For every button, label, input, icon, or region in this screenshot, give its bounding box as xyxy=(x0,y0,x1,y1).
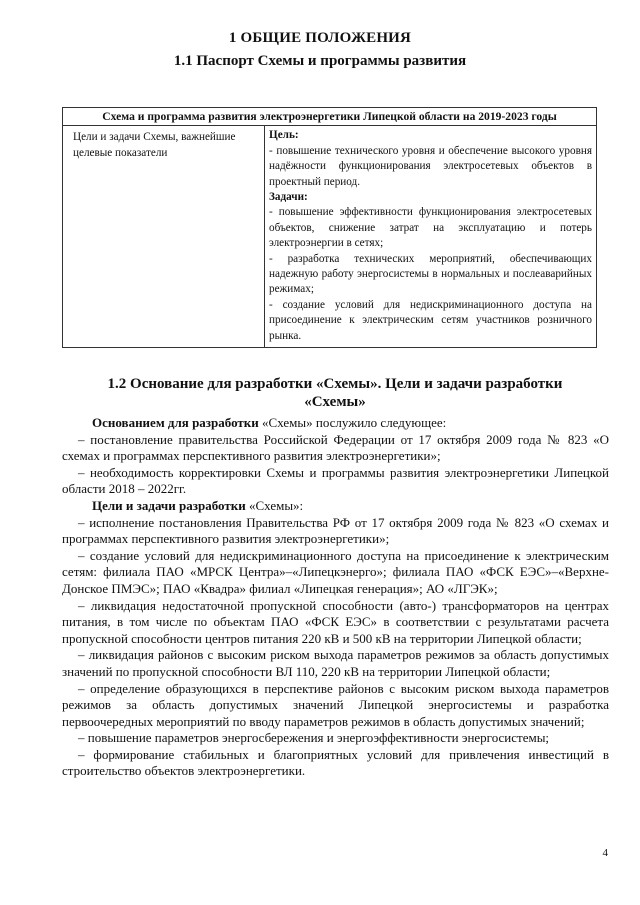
goals-label: Цели и задачи разработки xyxy=(92,497,246,513)
goal-item: – формирование стабильных и благоприятных условий для привлечения инвестиций в строительство объектов электроэнергетики. xyxy=(62,746,609,779)
basis-item: – необходимость корректировки Схемы и программы развития электроэнергетики Липецкой области 2018 – 2022гг. xyxy=(62,464,609,497)
section-heading: 1.1 Паспорт Схемы и программы развития xyxy=(173,53,467,69)
chapter-heading: 1 ОБЩИЕ ПОЛОЖЕНИЯ xyxy=(228,30,412,46)
goal-item: – исполнение постановления Правительства РФ от 17 октября 2009 года № 823 «О схемах и программах перспективного развития электроэнергетики»; xyxy=(62,514,609,547)
passport-right-cell xyxy=(265,126,597,348)
goal-item: – создание условий для недискриминационного доступа на присоединение к электрическим сетям: филиала ПАО «МРСК Центра»–«Липецкэнерго»; филиала ПАО «ФСК ЕЭС»–«Верхне-Донское ПМЭС»; ПАО «Квадра» филиал «Липецкая генерация»; АО «ЛГЭК»; xyxy=(62,547,609,596)
task-item: - разработка технических мероприятий, обеспечивающих надежную работу энергосистемы в нормальных и послеаварийных режимах; xyxy=(269,252,592,296)
page-number: 4 xyxy=(602,847,608,859)
passport-table-header-row xyxy=(63,108,597,126)
passport-left-cell: Цели и задачи Схемы, важнейшие целевые показатели xyxy=(63,126,265,348)
passport-table-row xyxy=(63,126,597,348)
goal-item: – определение образующихся в перспективе районов с высоким риском выхода параметров режимов за область допустимых значений Липецкой энергосистемы и разработка первоочередных мероприятий по вводу параметров режимов в область допустимых значений; xyxy=(62,680,609,729)
basis-rest: «Схемы» послужило следующее: xyxy=(258,415,447,430)
goal-label: Цель: xyxy=(269,129,299,142)
section-1-2-title: 1.2 Основание для разработки «Схемы». Цели и задачи разработки «Схемы» xyxy=(107,376,563,410)
basis-label: Основанием для разработки xyxy=(92,415,259,430)
goal-text: - повышение технического уровня и обеспечение высокого уровня надёжности функционирования электросетевых объектов в проектный период. xyxy=(269,144,592,188)
basis-paragraph xyxy=(62,415,609,432)
passport-table xyxy=(62,107,597,348)
task-item: - создание условий для недискриминационного доступа на присоединение к электрическим сетям участников розничного рынка. xyxy=(269,298,592,342)
task-item: - повышение эффективности функционирования электросетевых объектов, снижение затрат на эксплуатацию и потерь электроэнергии в сетях; xyxy=(269,206,592,250)
goal-item: – ликвидация районов с высоким риском выхода параметров режимов за область допустимых значений по пропускной способности ВЛ 110, 220 кВ на территории Липецкой области; xyxy=(62,647,609,679)
goals-paragraph xyxy=(62,498,609,515)
basis-item: – постановление правительства Российской Федерации от 17 октября 2009 года № 823 «О схемах и программах перспективного развития электроэнергетики»; xyxy=(62,431,609,464)
goal-item: – ликвидация недостаточной пропускной способности (авто-) трансформаторов на центрах питания, в том числе по объектам ПАО «ФСК ЕЭС» в соответствии с результатами расчета пропускной способности центров питания 220 кВ и 500 кВ на территории Липецкой области; xyxy=(62,597,609,646)
section-1-2-body xyxy=(62,415,609,780)
passport-table-header: Схема и программа развития электроэнергетики Липецкой области на 2019-2023 годы xyxy=(63,108,597,126)
goals-rest: «Схемы»: xyxy=(245,497,304,513)
tasks-label: Задачи: xyxy=(269,191,308,204)
goal-item: – повышение параметров энергосбережения и энергоэффективности энергосистемы; xyxy=(78,730,550,746)
